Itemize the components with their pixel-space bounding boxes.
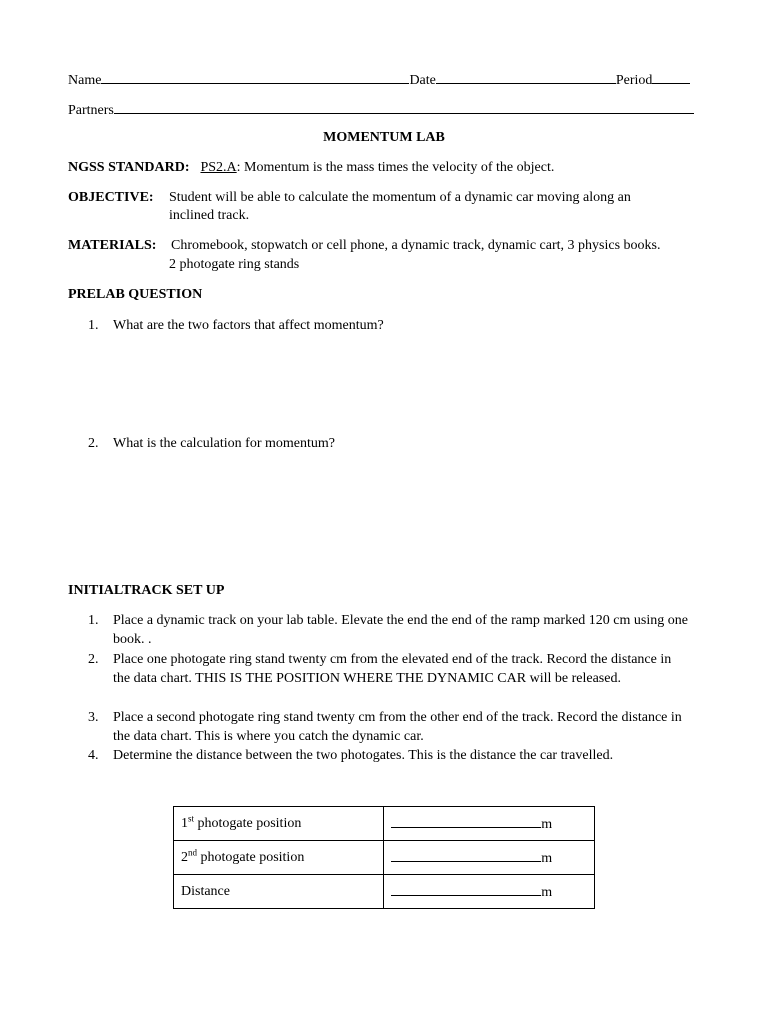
- table-row: [174, 841, 595, 875]
- ngss-label: NGSS STANDARD:: [68, 160, 190, 175]
- answer-blank[interactable]: [391, 882, 541, 896]
- unit-label: m: [541, 851, 553, 866]
- step-text: Place a second photogate ring stand twenty cm from the other end of the track. Record the distance in the data chart. This is where you catch the dynamic car.: [113, 710, 682, 744]
- row-label: Distance: [174, 875, 384, 909]
- step-number: 2.: [88, 652, 99, 667]
- prelab-heading: PRELAB QUESTION: [68, 287, 203, 302]
- table-row: [174, 807, 595, 841]
- answer-cell[interactable]: [384, 807, 595, 841]
- question-text: What are the two factors that affect momentum?: [113, 318, 384, 333]
- answer-cell[interactable]: [384, 841, 595, 875]
- name-label: Name: [68, 73, 102, 88]
- answer-cell[interactable]: [384, 875, 595, 909]
- objective-line-2: inclined track.: [169, 208, 250, 223]
- answer-blank[interactable]: [391, 814, 541, 828]
- ngss-code: PS2.A: [200, 160, 237, 175]
- step-number: 4.: [88, 748, 99, 763]
- objective-line-1: Student will be able to calculate the momentum of a dynamic car moving along an: [169, 190, 631, 205]
- question-number: 2.: [88, 436, 99, 451]
- table-row: [174, 875, 595, 909]
- data-chart: [173, 806, 595, 909]
- row-label: 1st photogate position: [174, 807, 384, 841]
- ngss-standard: [68, 159, 554, 177]
- partners-blank[interactable]: [114, 100, 694, 114]
- question-text: What is the calculation for momentum?: [113, 436, 335, 451]
- page-title: MOMENTUM LAB: [323, 130, 445, 145]
- name-date-period-line: [68, 70, 690, 90]
- date-blank[interactable]: [436, 70, 616, 84]
- materials-label: MATERIALS:: [68, 238, 157, 253]
- date-label: Date: [409, 73, 436, 88]
- materials-line-2: 2 photogate ring stands: [169, 257, 300, 272]
- setup-heading: INITIALTRACK SET UP: [68, 583, 225, 598]
- materials-line-1: Chromebook, stopwatch or cell phone, a dynamic track, dynamic cart, 3 physics books.: [171, 238, 661, 253]
- name-blank[interactable]: [101, 70, 409, 84]
- ngss-text: : Momentum is the mass times the velocity of the object.: [236, 160, 555, 175]
- step-number: 1.: [88, 613, 99, 628]
- question-number: 1.: [88, 318, 99, 333]
- step-text: Determine the distance between the two photogates. This is the distance the car travelled.: [113, 748, 614, 763]
- partners-line: [68, 100, 694, 120]
- answer-blank[interactable]: [391, 848, 541, 862]
- step-text: Place one photogate ring stand twenty cm from the elevated end of the track. Record the distance in the data chart. THIS IS THE POSITION WHERE THE DYNAMIC CAR will be released.: [113, 652, 672, 686]
- period-label: Period: [615, 73, 653, 88]
- unit-label: m: [541, 885, 553, 900]
- period-blank[interactable]: [652, 70, 690, 84]
- objective-label: OBJECTIVE:: [68, 190, 154, 205]
- step-text: Place a dynamic track on your lab table. Elevate the end the end of the ramp marked 120 cm using one book. .: [113, 613, 688, 647]
- row-label: 2nd photogate position: [174, 841, 384, 875]
- partners-label: Partners: [68, 103, 114, 118]
- unit-label: m: [541, 817, 553, 832]
- step-number: 3.: [88, 710, 99, 725]
